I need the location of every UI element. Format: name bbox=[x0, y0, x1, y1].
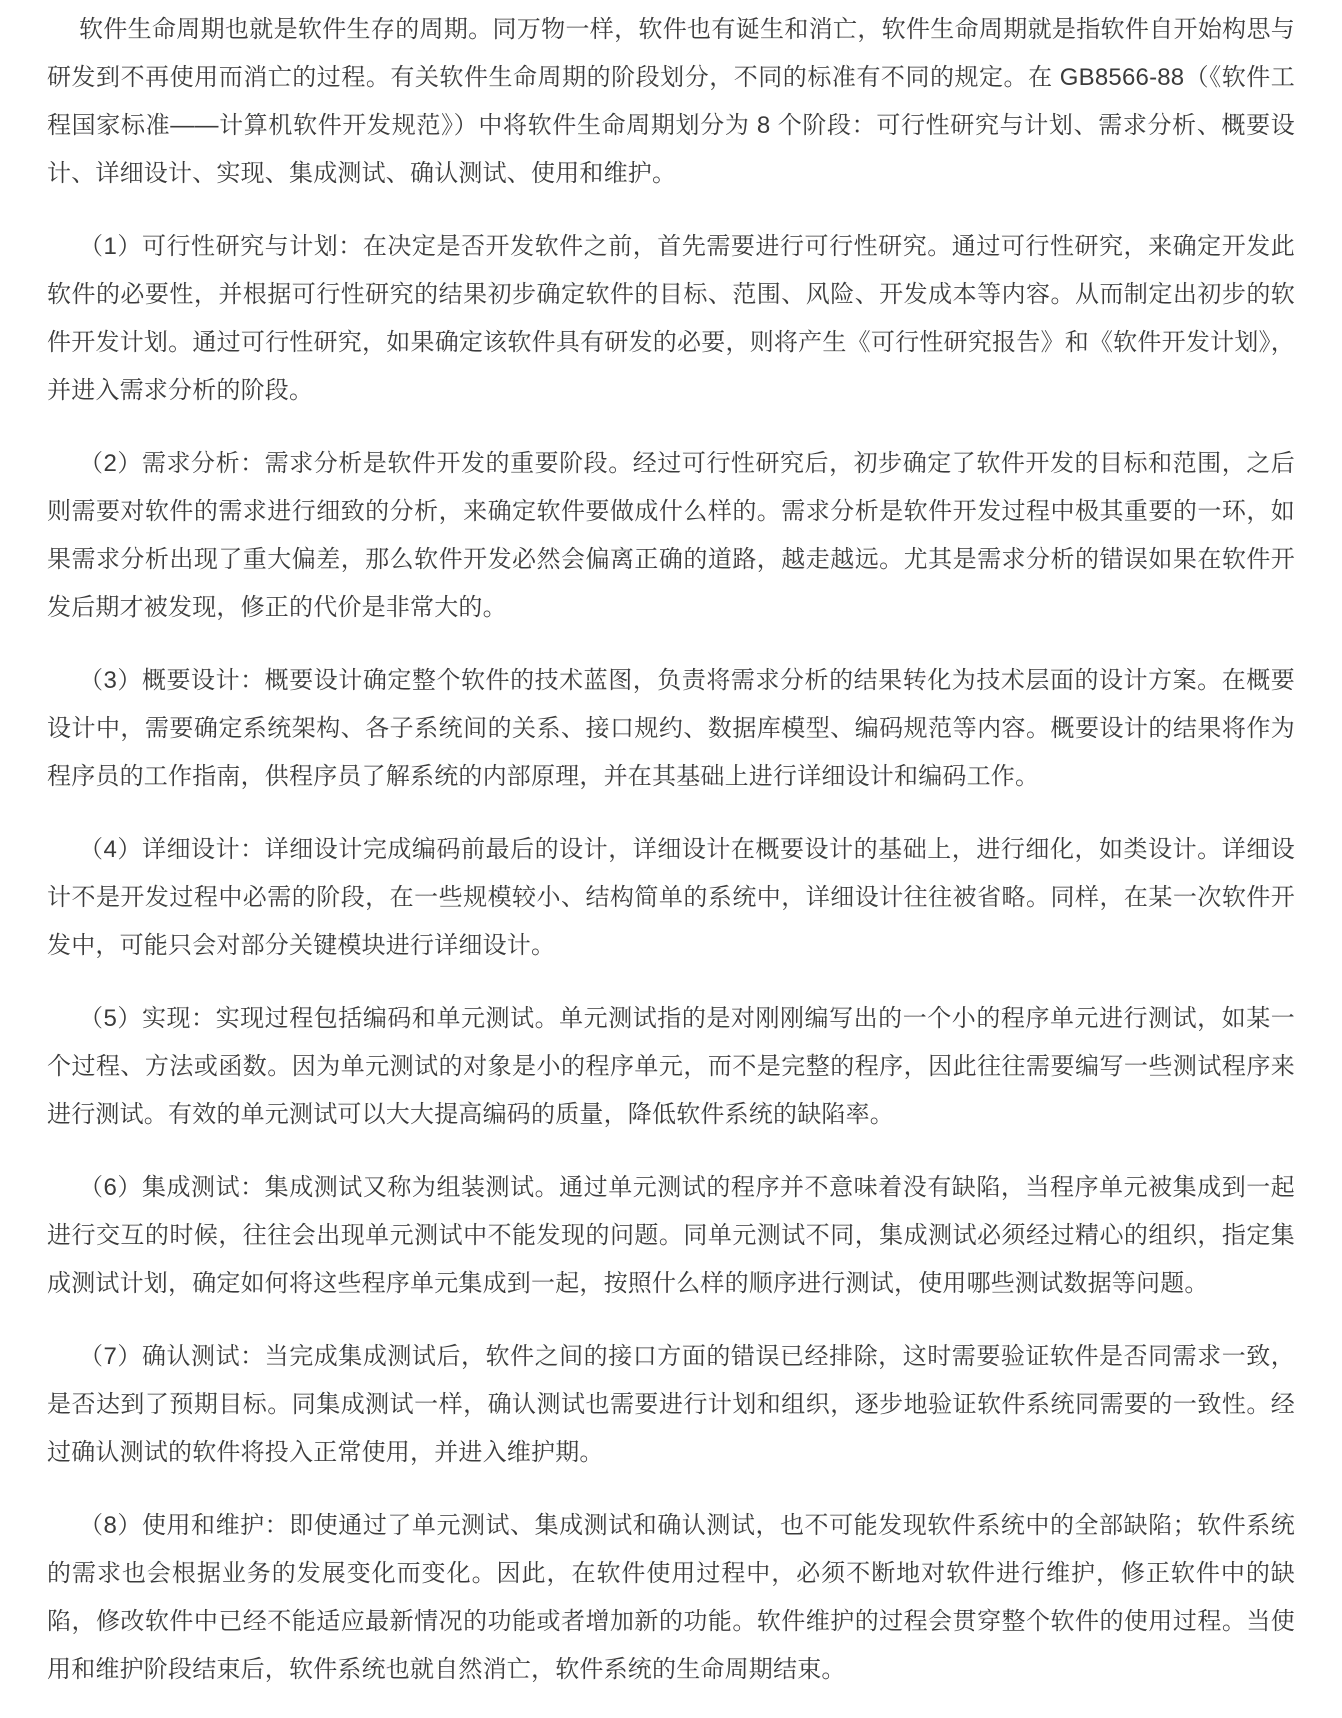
paragraph-7-acceptance-testing: （7）确认测试：当完成集成测试后，软件之间的接口方面的错误已经排除，这时需要验证软件是否同需求一致，是否达到了预期目标。同集成测试一样，确认测试也需要进行计划和组织，逐步地验证软件系统同需要的一致性。经过确认测试的软件将投入正常使用，并进入维护期。 bbox=[47, 1343, 1295, 1466]
paragraph-8-use-and-maintenance: （8）使用和维护：即使通过了单元测试、集成测试和确认测试，也不可能发现软件系统中的全部缺陷；软件系统的需求也会根据业务的发展变化而变化。因此，在软件使用过程中，必须不断地对软件进行维护，修正软件中的缺陷，修改软件中已经不能适应最新情况的功能或者增加新的功能。软件维护的过程会贯穿整个软件的使用过程。当使用和维护阶段结束后，软件系统也就自然消亡，软件系统的生命周期结束。 bbox=[47, 1512, 1295, 1683]
paragraph-5-implementation: （5）实现：实现过程包括编码和单元测试。单元测试指的是对刚刚编写出的一个小的程序单元进行测试，如某一个过程、方法或函数。因为单元测试的对象是小的程序单元，而不是完整的程序，因此往往需要编写一些测试程序来进行测试。有效的单元测试可以大大提高编码的质量，降低软件系统的缺陷率。 bbox=[47, 1005, 1295, 1128]
paragraph-2-requirements-analysis: （2）需求分析：需求分析是软件开发的重要阶段。经过可行性研究后，初步确定了软件开发的目标和范围，之后则需要对软件的需求进行细致的分析，来确定软件要做成什么样的。需求分析是软件开发过程中极其重要的一环，如果需求分析出现了重大偏差，那么软件开发必然会偏离正确的道路，越走越远。尤其是需求分析的错误如果在软件开发后期才被发现，修正的代价是非常大的。 bbox=[47, 450, 1295, 621]
paragraph-1-feasibility-study: （1）可行性研究与计划：在决定是否开发软件之前，首先需要进行可行性研究。通过可行性研究，来确定开发此软件的必要性，并根据可行性研究的结果初步确定软件的目标、范围、风险、开发成本等内容。从而制定出初步的软件开发计划。通过可行性研究，如果确定该软件具有研发的必要，则将产生《可行性研究报告》和《软件开发计划》，并进入需求分析的阶段。 bbox=[47, 233, 1295, 404]
intro-paragraph: 软件生命周期也就是软件生存的周期。同万物一样，软件也有诞生和消亡，软件生命周期就是指软件自开始构思与研发到不再使用而消亡的过程。有关软件生命周期的阶段划分，不同的标准有不同的规定。在 GB8566-88（《软件工程国家标准——计算机软件开发规范》）中将软件生命周期划分为 8 个阶段：可行性研究与计划、需求分析、概要设计、详细设计、实现、集成测试、确认测试、使用和维护。 bbox=[47, 16, 1295, 187]
paragraph-3-high-level-design: （3）概要设计：概要设计确定整个软件的技术蓝图，负责将需求分析的结果转化为技术层面的设计方案。在概要设计中，需要确定系统架构、各子系统间的关系、接口规约、数据库模型、编码规范等内容。概要设计的结果将作为程序员的工作指南，供程序员了解系统的内部原理，并在其基础上进行详细设计和编码工作。 bbox=[47, 667, 1295, 790]
paragraph-4-detailed-design: （4）详细设计：详细设计完成编码前最后的设计，详细设计在概要设计的基础上，进行细化，如类设计。详细设计不是开发过程中必需的阶段，在一些规模较小、结构简单的系统中，详细设计往往被省略。同样，在某一次软件开发中，可能只会对部分关键模块进行详细设计。 bbox=[47, 836, 1295, 959]
paragraph-6-integration-testing: （6）集成测试：集成测试又称为组装测试。通过单元测试的程序并不意味着没有缺陷，当程序单元被集成到一起进行交互的时候，往往会出现单元测试中不能发现的问题。同单元测试不同，集成测试必须经过精心的组织，指定集成测试计划，确定如何将这些程序单元集成到一起，按照什么样的顺序进行测试，使用哪些测试数据等问题。 bbox=[47, 1174, 1295, 1297]
